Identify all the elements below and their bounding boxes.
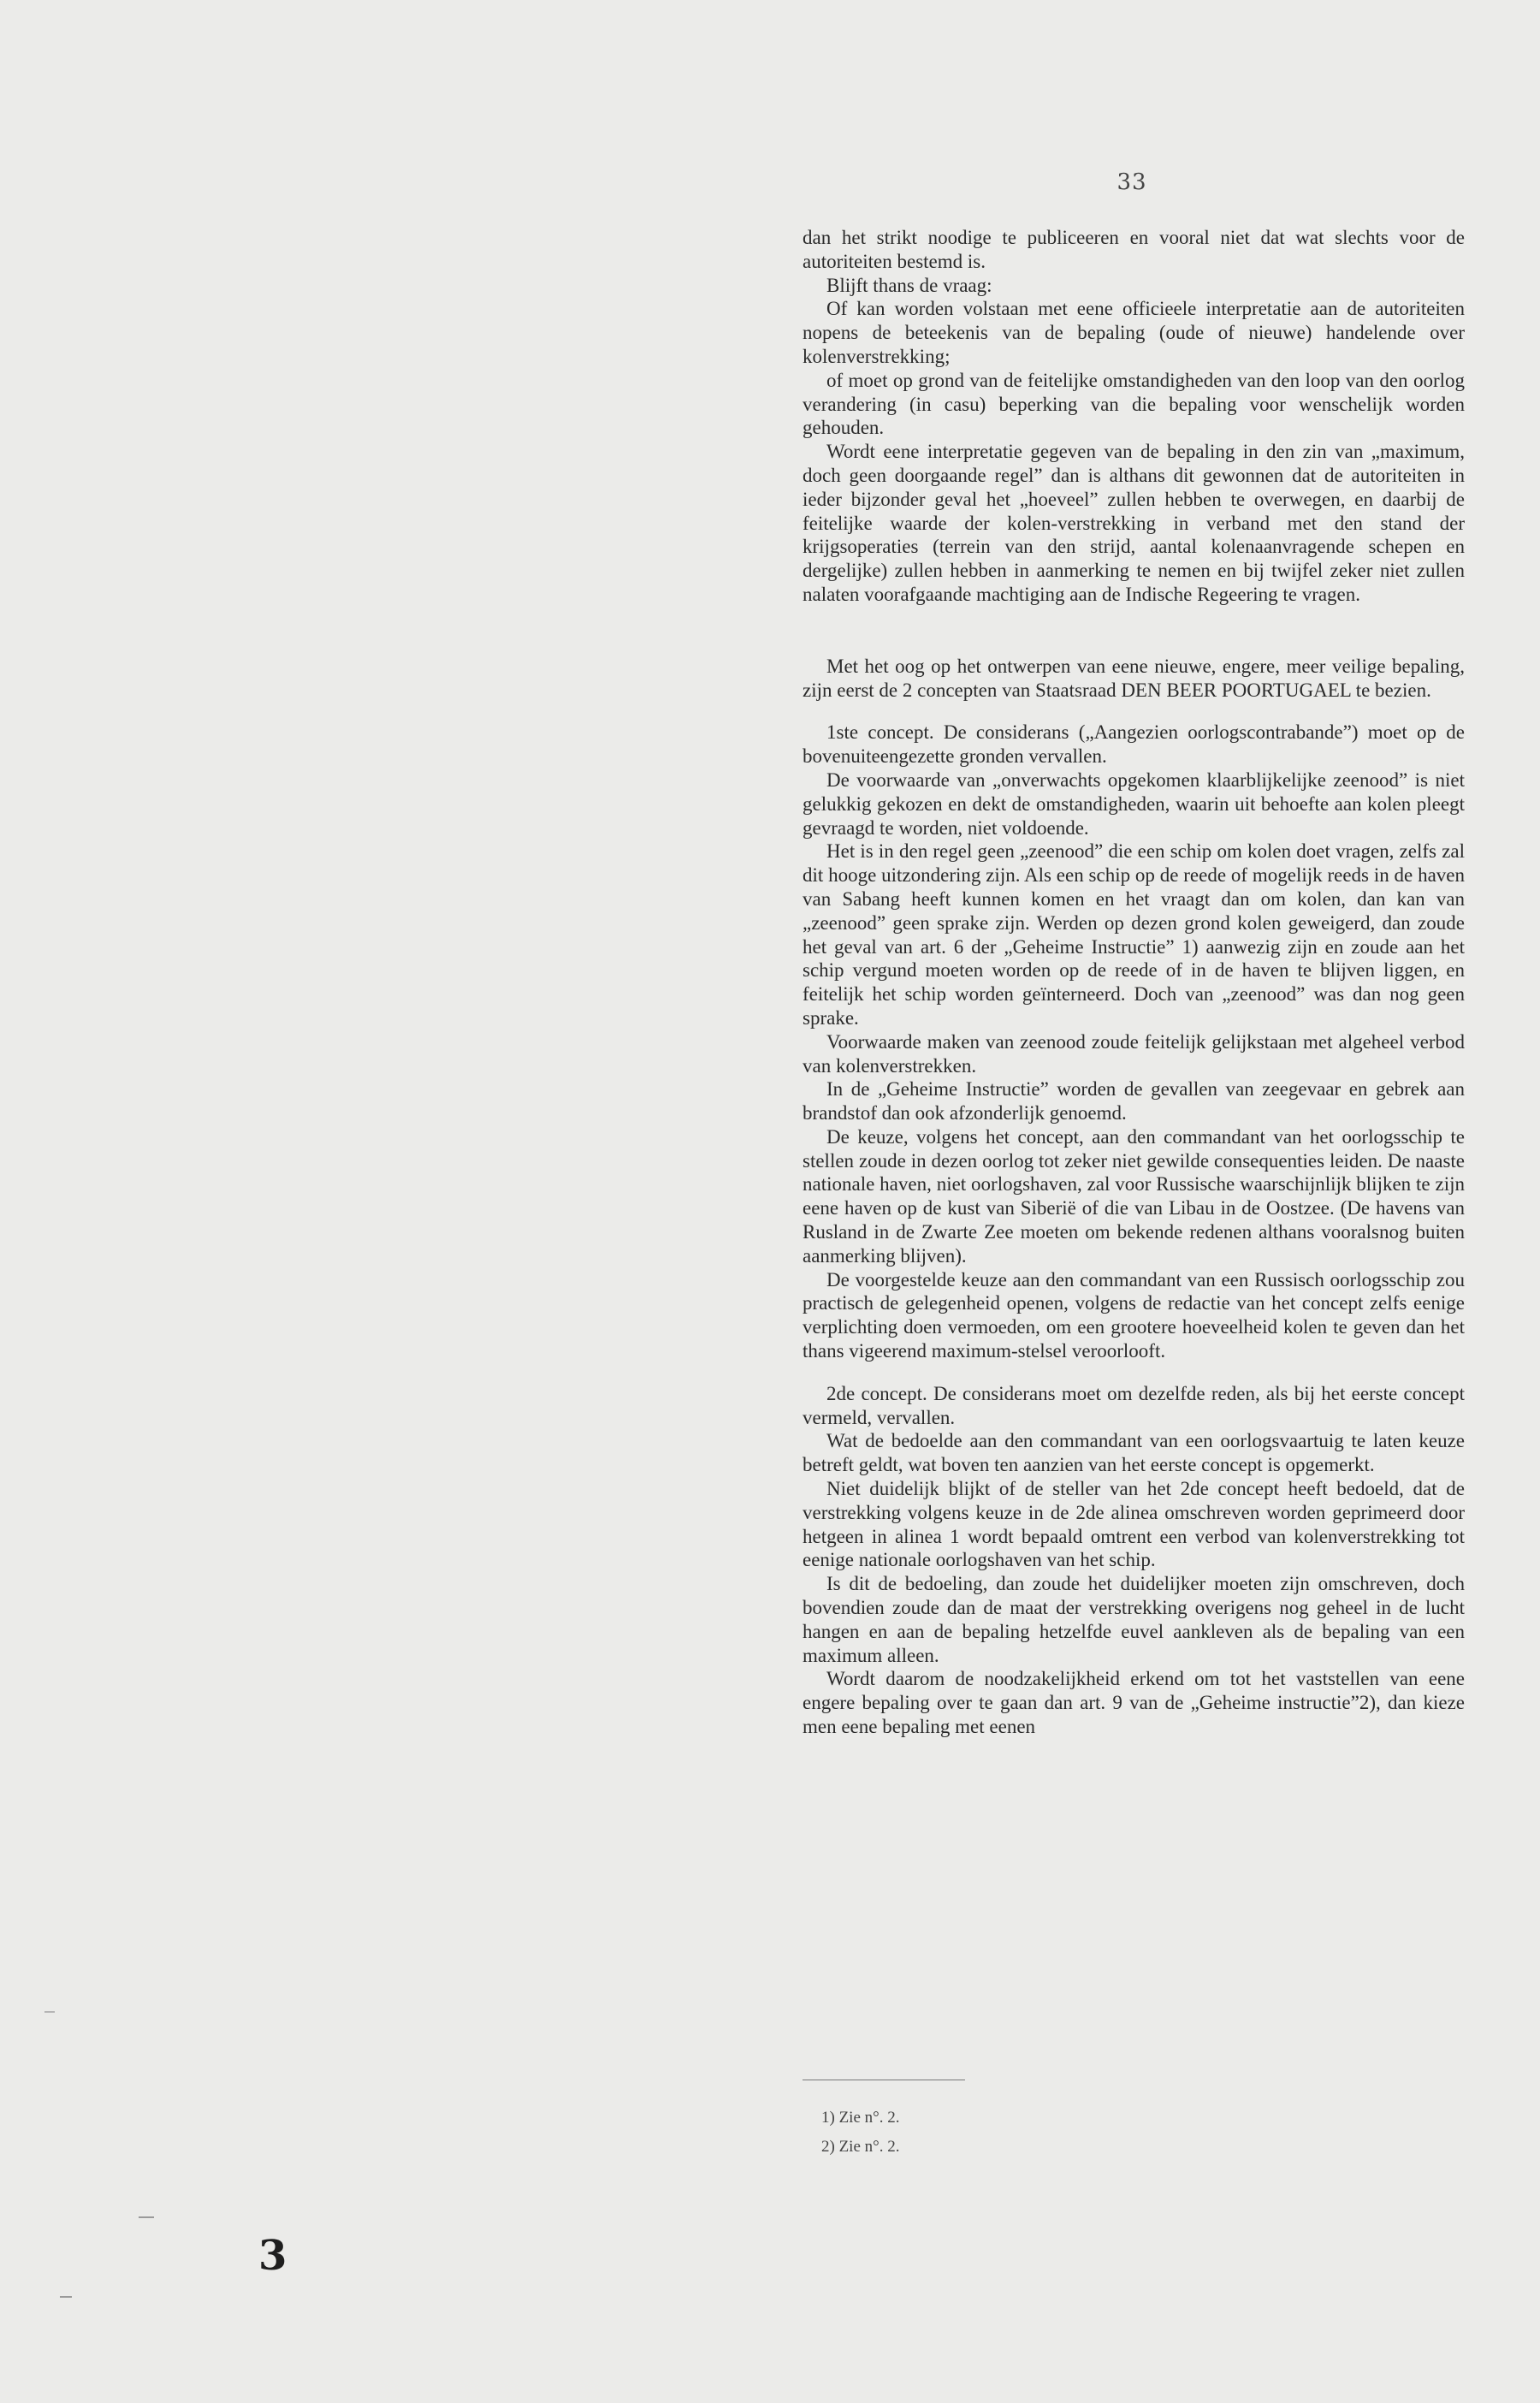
paragraph: Wordt daarom de noodzakelijkheid erkend om tot het vaststellen van eene engere bepaling over te gaan dan art. 9 van de „Geheime instructie”2), dan kieze men eene bepaling met eenen [803,1668,1465,1738]
paragraph: Voorwaarde maken van zeenood zoude feitelijk gelijkstaan met algeheel verbod van kolenverstrekken. [803,1030,1465,1077]
scan-speck [139,2216,154,2218]
paragraph: Blijft thans de vraag: [826,274,992,296]
footnote: 1) Zie n°. 2. [821,2109,900,2127]
text-column [803,226,1465,1739]
paragraph: 2de concept. De considerans moet om dezelfde reden, als bij het eerste concept vermeld, vervallen. [803,1382,1465,1428]
paragraph: 1ste concept. De considerans („Aangezien oorlogscontrabande”) moet op de bovenuiteengezette gronden vervallen. [803,721,1465,768]
paragraph: Het is in den regel geen „zeenood” die een schip om kolen doet vragen, zelfs zal dit hooge uitzondering zijn. Als een schip op de reede of mogelijk reeds in de haven van Sabang heeft kunnen komen en het vraagt dan om kolen, dan kan van „zeenood” geen sprake zijn. Werden op dezen grond kolen geweigerd, dan zoude het geval van art. 6 der „Geheime Instructie” 1) aanwezig zijn en zoude aan het schip vergund moeten worden op de reede of in de haven te blijven liggen, en feitelijk het schip worden geïnterneerd. Doch van „zeenood” was dan nog geen sprake. [803,840,1465,1029]
paragraph: De voorwaarde van „onverwachts opgekomen klaarblijkelijke zeenood” is niet gelukkig gekozen en dekt de omstandigheden, waarin uit behoefte aan kolen pleegt gevraagd te worden, niet voldoende. [803,768,1465,839]
paragraph: Is dit de bedoeling, dan zoude het duidelijker moeten zijn omschreven, doch bovendien zoude dan de maat der verstrekking overigens nog geheel in de lucht hangen en aan de bepaling hetzelfde euvel aankleven als de bepaling van een maximum alleen. [803,1573,1465,1666]
paragraph: Wat de bedoelde aan den commandant van een oorlogsvaartuig te laten keuze betreft geldt, wat boven ten aanzien van het eerste concept is opgemerkt. [803,1430,1465,1476]
paragraph: De voorgestelde keuze aan den commandant van een Russisch oorlogsschip zou practisch de gelegenheid openen, volgens de redactie van het concept zelfs eenige verplichting doen vermoeden, om een grootere hoeveelheid kolen te geven dan het thans vigeerend maximum-stelsel veroorlooft. [803,1268,1465,1362]
scan-speck [44,2011,55,2013]
paragraph: Niet duidelijk blijkt of de steller van het 2de concept heeft bedoeld, dat de verstrekking volgens keuze in de 2de alinea omschreven worden geprimeerd door hetgeen in alinea 1 wordt bepaald omtrent een verbod van kolenverstrekking tot eenige nationale oorlogshaven van het schip. [803,1478,1465,1571]
paragraph: De keuze, volgens het concept, aan den commandant van het oorlogsschip te stellen zoude in dezen oorlog tot zeker niet gewilde consequenties leiden. De naaste nationale haven, niet oorlogshaven, zal voor Russische waarschijnlijk blijken te zijn eene haven op de kust van Siberië of die van Libau in de Oostzee. (De havens van Rusland in de Zwarte Zee moeten om bekende redenen althans vooralsnog buiten aanmerking blijven). [803,1125,1465,1267]
paragraph: dan het strikt noodige te publiceeren en vooral niet dat wat slechts voor de autoriteiten bestemd is. [803,227,1465,272]
section-gap [803,702,1465,721]
paragraph: Of kan worden volstaan met eene officieele interpretatie aan de autoriteiten nopens de beteekenis van de bepaling (oude of nieuwe) handelende over kolenverstrekking; [803,298,1465,367]
page-number: 33 [1116,169,1147,195]
section-gap [803,1363,1465,1382]
section-gap [803,607,1465,655]
footnotes [821,2103,1249,2162]
paragraph: Wordt eene interpretatie gegeven van de bepaling in den zin van „maximum, doch geen doorgaande regel” dan is althans dit gewonnen dat de autoriteiten in ieder bijzonder geval het „hoeveel” zullen hebben te overwegen, en daarbij de feitelijke waarde der kolen-verstrekking in verband met den stand der krijgsoperaties (terrein van den strijd, aantal kolenaanvragende schepen en dergelijke) zullen hebben in aanmerking te nemen en bij twijfel zeker niet zullen nalaten voorafgaande machtiging aan de Indische Regeering te vragen. [803,441,1465,605]
paragraph: of moet op grond van de feitelijke omstandigheden van den loop van den oorlog verandering (in casu) beperking van die bepaling voor wenschelijk worden gehouden. [803,369,1465,439]
paragraph: In de „Geheime Instructie” worden de gevallen van zeegevaar en gebrek aan brandstof dan ook afzonderlijk genoemd. [803,1078,1465,1124]
sheet-signature-mark: 3 [258,2232,287,2280]
scan-speck [60,2296,72,2298]
footnote: 2) Zie n°. 2. [821,2138,900,2156]
paragraph: Met het oog op het ontwerpen van eene nieuwe, engere, meer veilige bepaling, zijn eerst de 2 concepten van Staatsraad DEN BEER POORTUGAEL te bezien. [803,655,1465,701]
